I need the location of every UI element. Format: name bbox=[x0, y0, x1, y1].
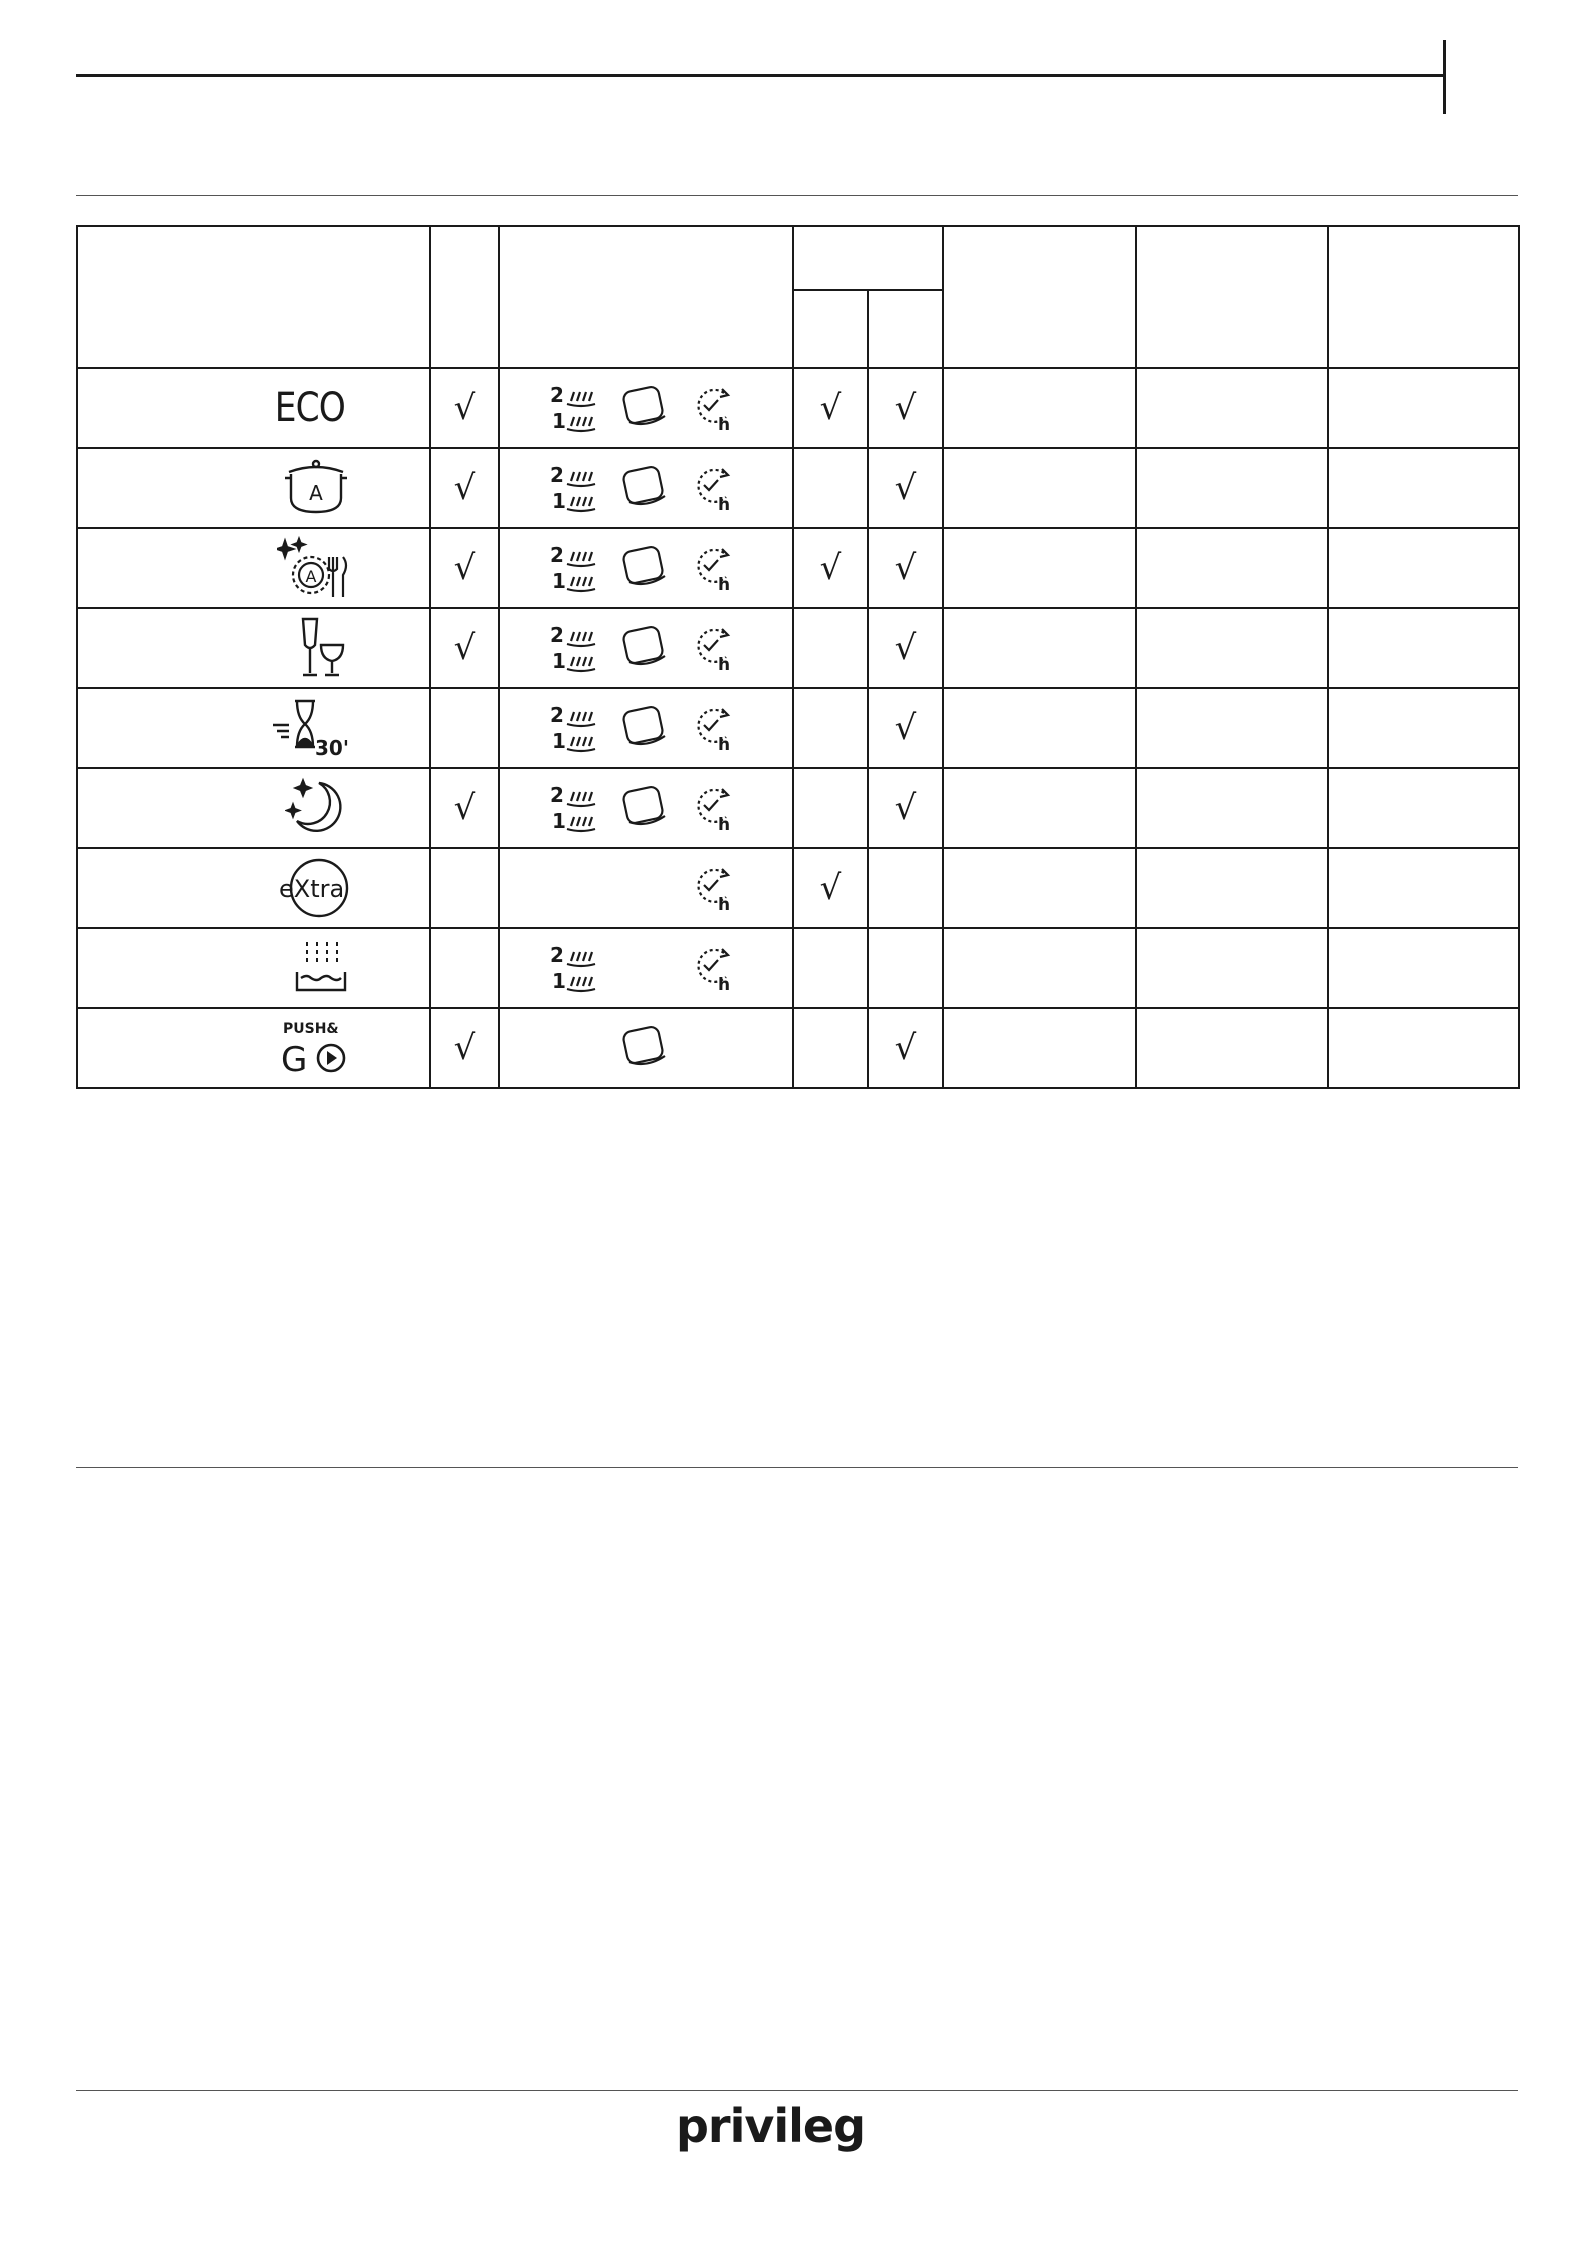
col5-cell bbox=[943, 928, 1136, 1008]
col1-cell bbox=[430, 688, 499, 768]
night-moon-icon bbox=[285, 775, 351, 841]
sub2-cell bbox=[868, 768, 943, 848]
sub2-cell bbox=[868, 448, 943, 528]
col7-cell bbox=[1328, 1008, 1519, 1088]
half-load-top-label: 2 bbox=[550, 543, 564, 567]
options-cell bbox=[499, 1008, 793, 1088]
col6-cell bbox=[1136, 608, 1328, 688]
footer-rule bbox=[76, 2090, 1518, 2091]
half-load-bottom-label: 1 bbox=[552, 649, 566, 673]
col7-cell bbox=[1328, 608, 1519, 688]
push-go-icon bbox=[279, 1015, 351, 1081]
sub1-cell bbox=[793, 928, 868, 1008]
col6-cell bbox=[1136, 448, 1328, 528]
options-cell bbox=[499, 448, 793, 528]
half-load-bottom-label: 1 bbox=[552, 809, 566, 833]
half-load-top-label: 2 bbox=[550, 783, 564, 807]
soak-icon bbox=[287, 936, 351, 1000]
col1-cell bbox=[430, 928, 499, 1008]
col6-cell bbox=[1136, 928, 1328, 1008]
sub2-cell bbox=[868, 928, 943, 1008]
col7-cell bbox=[1328, 928, 1519, 1008]
sub2-cell bbox=[868, 1008, 943, 1088]
push-go-top-label: PUSH& bbox=[283, 1021, 339, 1037]
col1-cell bbox=[430, 1008, 499, 1088]
top-rule bbox=[76, 74, 1444, 77]
col6-cell bbox=[1136, 368, 1328, 448]
half-load-icon bbox=[550, 542, 606, 594]
table-row bbox=[77, 848, 1519, 928]
table-row bbox=[77, 528, 1519, 608]
table-row bbox=[77, 368, 1519, 448]
section-rule-top bbox=[76, 195, 1518, 196]
delay-start-icon bbox=[690, 623, 738, 673]
header-cell-col6 bbox=[1136, 226, 1328, 368]
extra-label: eXtra bbox=[279, 875, 345, 903]
check-mark-icon: √ bbox=[819, 388, 842, 428]
options-cell bbox=[499, 608, 793, 688]
delay-label: h bbox=[718, 815, 731, 833]
col6-cell bbox=[1136, 688, 1328, 768]
col1-cell bbox=[430, 768, 499, 848]
program-icon-cell bbox=[77, 368, 430, 448]
half-load-icon bbox=[550, 462, 606, 514]
check-mark-icon: √ bbox=[453, 468, 476, 508]
delay-start-icon bbox=[690, 783, 738, 833]
col6-cell bbox=[1136, 848, 1328, 928]
program-icon-cell bbox=[77, 448, 430, 528]
delay-start-icon bbox=[690, 943, 738, 993]
program-icon-cell bbox=[77, 608, 430, 688]
col5-cell bbox=[943, 448, 1136, 528]
tablet-icon bbox=[620, 384, 670, 430]
sub2-cell bbox=[868, 848, 943, 928]
auto-pot-label: A bbox=[309, 481, 323, 505]
tablet-icon bbox=[620, 704, 670, 750]
sub1-cell bbox=[793, 848, 868, 928]
col7-cell bbox=[1328, 768, 1519, 848]
header-cell-col5 bbox=[943, 226, 1136, 368]
delay-start-icon bbox=[690, 463, 738, 513]
push-go-bottom-label: G bbox=[281, 1040, 308, 1080]
delay-label: h bbox=[718, 895, 731, 913]
header-cell-group bbox=[793, 226, 943, 290]
col7-cell bbox=[1328, 848, 1519, 928]
check-mark-icon: √ bbox=[453, 1028, 476, 1068]
quick-30-label: 30' bbox=[315, 736, 349, 760]
options-cell bbox=[499, 688, 793, 768]
sub1-cell bbox=[793, 448, 868, 528]
tablet-icon bbox=[620, 544, 670, 590]
col7-cell bbox=[1328, 448, 1519, 528]
delay-start-icon bbox=[690, 703, 738, 753]
sub1-cell bbox=[793, 608, 868, 688]
check-mark-icon: √ bbox=[453, 388, 476, 428]
sub2-cell bbox=[868, 688, 943, 768]
half-load-icon bbox=[550, 622, 606, 674]
privileg-logo bbox=[676, 2104, 916, 2158]
program-icon-cell bbox=[77, 928, 430, 1008]
check-mark-icon: √ bbox=[894, 548, 917, 588]
half-load-top-label: 2 bbox=[550, 383, 564, 407]
check-mark-icon: √ bbox=[894, 708, 917, 748]
half-load-bottom-label: 1 bbox=[552, 409, 566, 433]
section-rule-bottom bbox=[76, 1467, 1518, 1468]
program-icon-cell bbox=[77, 528, 430, 608]
program-icon-cell bbox=[77, 768, 430, 848]
col5-cell bbox=[943, 368, 1136, 448]
col5-cell bbox=[943, 1008, 1136, 1088]
check-mark-icon: √ bbox=[453, 788, 476, 828]
check-mark-icon: √ bbox=[894, 468, 917, 508]
sub1-cell bbox=[793, 768, 868, 848]
col6-cell bbox=[1136, 1008, 1328, 1088]
tablet-icon bbox=[620, 624, 670, 670]
tablet-icon bbox=[620, 1024, 670, 1070]
sub2-cell bbox=[868, 528, 943, 608]
half-load-bottom-label: 1 bbox=[552, 569, 566, 593]
half-load-icon bbox=[550, 702, 606, 754]
delay-label: h bbox=[718, 655, 731, 673]
sub1-cell bbox=[793, 528, 868, 608]
half-load-bottom-label: 1 bbox=[552, 729, 566, 753]
col6-cell bbox=[1136, 768, 1328, 848]
tablet-icon bbox=[620, 784, 670, 830]
brand-text: privileg bbox=[676, 2104, 866, 2153]
table-row bbox=[77, 608, 1519, 688]
col7-cell bbox=[1328, 368, 1519, 448]
delay-start-icon bbox=[690, 863, 738, 913]
delay-start-icon bbox=[690, 543, 738, 593]
col5-cell bbox=[943, 688, 1136, 768]
sub1-cell bbox=[793, 1008, 868, 1088]
half-load-icon bbox=[550, 382, 606, 434]
half-load-bottom-label: 1 bbox=[552, 969, 566, 993]
half-load-top-label: 2 bbox=[550, 463, 564, 487]
half-load-icon bbox=[550, 942, 606, 994]
program-icon-cell bbox=[77, 848, 430, 928]
check-mark-icon: √ bbox=[894, 1028, 917, 1068]
delay-label: h bbox=[718, 975, 731, 993]
eco-icon: ECO bbox=[275, 385, 346, 431]
auto-pot-icon bbox=[281, 456, 351, 520]
program-table bbox=[76, 225, 1520, 1089]
options-cell bbox=[499, 928, 793, 1008]
col1-cell bbox=[430, 608, 499, 688]
program-icon-cell bbox=[77, 1008, 430, 1088]
tablet-icon bbox=[620, 464, 670, 510]
auto-sparkle-icon bbox=[277, 535, 351, 601]
half-load-icon bbox=[550, 782, 606, 834]
header-cell-sub1 bbox=[793, 290, 868, 368]
header-cell-options bbox=[499, 226, 793, 368]
col1-cell bbox=[430, 368, 499, 448]
check-mark-icon: √ bbox=[819, 868, 842, 908]
table-row bbox=[77, 448, 1519, 528]
half-load-top-label: 2 bbox=[550, 703, 564, 727]
options-cell bbox=[499, 768, 793, 848]
col5-cell bbox=[943, 528, 1136, 608]
sub2-cell bbox=[868, 368, 943, 448]
check-mark-icon: √ bbox=[453, 628, 476, 668]
col7-cell bbox=[1328, 528, 1519, 608]
options-cell bbox=[499, 368, 793, 448]
table-header-row bbox=[77, 226, 1519, 290]
table-row bbox=[77, 688, 1519, 768]
glass-icon bbox=[295, 615, 351, 681]
col5-cell bbox=[943, 608, 1136, 688]
sub1-cell bbox=[793, 368, 868, 448]
col1-cell bbox=[430, 528, 499, 608]
check-mark-icon: √ bbox=[453, 548, 476, 588]
table-row bbox=[77, 768, 1519, 848]
header-cell-col1 bbox=[430, 226, 499, 368]
delay-start-icon bbox=[690, 383, 738, 433]
quick-30-icon bbox=[271, 695, 351, 761]
table-row bbox=[77, 1008, 1519, 1088]
header-cell-col7 bbox=[1328, 226, 1519, 368]
check-mark-icon: √ bbox=[894, 628, 917, 668]
header-cell-program bbox=[77, 226, 430, 368]
check-mark-icon: √ bbox=[819, 548, 842, 588]
half-load-top-label: 2 bbox=[550, 943, 564, 967]
options-cell bbox=[499, 848, 793, 928]
half-load-bottom-label: 1 bbox=[552, 489, 566, 513]
col6-cell bbox=[1136, 528, 1328, 608]
header-cell-sub2 bbox=[868, 290, 943, 368]
sub1-cell bbox=[793, 688, 868, 768]
col1-cell bbox=[430, 448, 499, 528]
extra-icon bbox=[277, 856, 351, 920]
delay-label: h bbox=[718, 735, 731, 753]
col1-cell bbox=[430, 848, 499, 928]
delay-label: h bbox=[718, 415, 731, 433]
table-row bbox=[77, 928, 1519, 1008]
delay-label: h bbox=[718, 575, 731, 593]
sub2-cell bbox=[868, 608, 943, 688]
col7-cell bbox=[1328, 688, 1519, 768]
col5-cell bbox=[943, 768, 1136, 848]
top-rule-tick bbox=[1443, 40, 1446, 114]
delay-label: h bbox=[718, 495, 731, 513]
auto-sparkle-label: A bbox=[305, 567, 317, 586]
col5-cell bbox=[943, 848, 1136, 928]
program-icon-cell bbox=[77, 688, 430, 768]
options-cell bbox=[499, 528, 793, 608]
check-mark-icon: √ bbox=[894, 388, 917, 428]
half-load-top-label: 2 bbox=[550, 623, 564, 647]
check-mark-icon: √ bbox=[894, 788, 917, 828]
